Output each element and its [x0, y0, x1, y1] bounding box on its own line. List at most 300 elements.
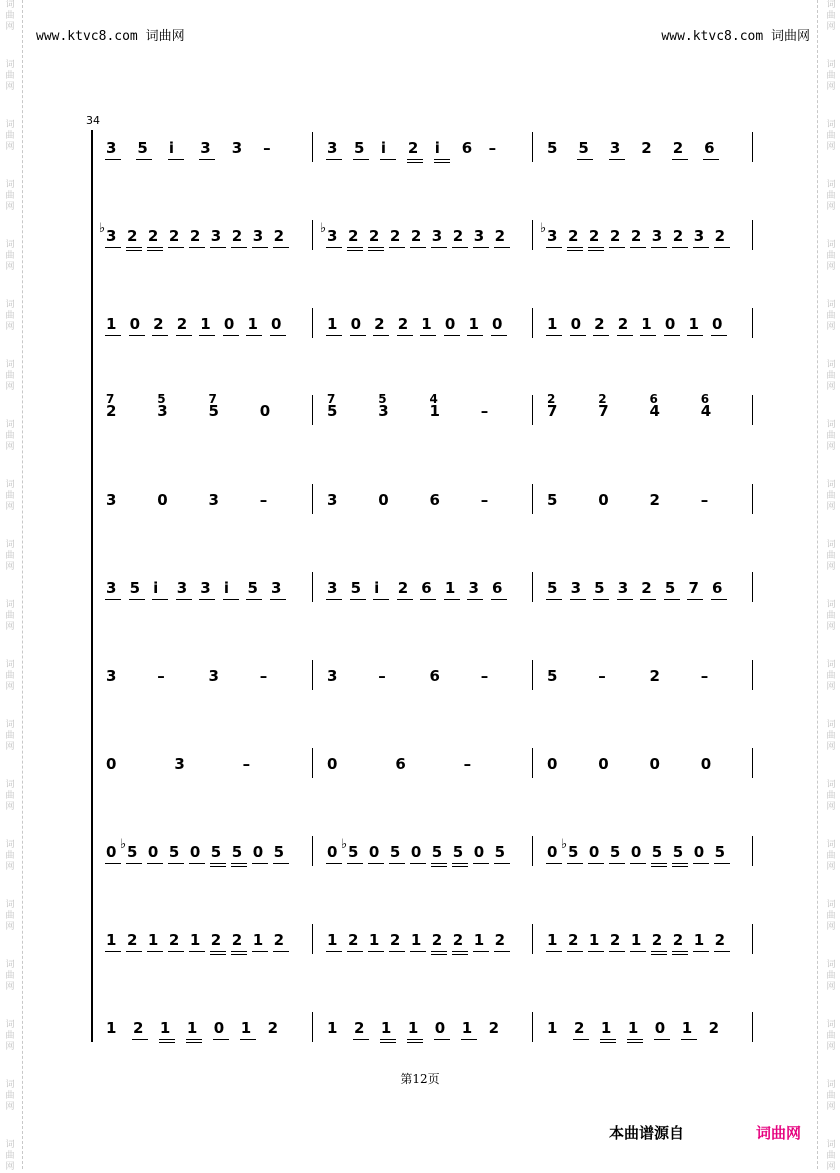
note: –	[157, 667, 165, 685]
note: 1	[106, 1019, 117, 1037]
note: 2	[649, 667, 660, 685]
note: 0	[598, 491, 609, 509]
watermark-text: 词 曲 网	[5, 720, 15, 752]
score-row	[90, 392, 770, 435]
note: 1	[547, 1019, 558, 1037]
note: 5	[353, 139, 365, 157]
underline-beam	[687, 599, 703, 600]
underline-beam	[491, 335, 507, 336]
underline-beam	[546, 247, 562, 248]
underline-beam	[714, 863, 730, 864]
note: 0	[654, 1019, 666, 1037]
note: 2	[567, 931, 579, 949]
underline-beam	[567, 247, 583, 248]
note: 0	[492, 315, 503, 333]
underline-beam	[617, 335, 633, 336]
note: 1	[159, 1019, 171, 1037]
note: 0	[129, 315, 140, 333]
note: 2	[708, 1019, 720, 1037]
note: 7 2	[547, 392, 558, 420]
underline-beam	[434, 159, 450, 160]
note: 1	[444, 579, 456, 597]
note: 1	[468, 315, 479, 333]
underline-beam	[350, 599, 366, 600]
underline-beam	[494, 863, 510, 864]
underline-beam	[672, 159, 688, 160]
score-row	[90, 836, 770, 876]
underline-beam	[609, 951, 625, 952]
underline-beam	[588, 247, 604, 248]
note: 3 5	[378, 392, 389, 420]
underline-beam	[213, 1039, 229, 1040]
underline-beam	[168, 247, 184, 248]
note: 4 6	[649, 392, 660, 420]
underline-beam	[152, 335, 168, 336]
note: 1	[588, 931, 600, 949]
note: 2	[210, 931, 222, 949]
note: –	[263, 139, 271, 157]
note: 1	[189, 931, 201, 949]
underline-beam	[467, 335, 483, 336]
underline-beam	[546, 335, 562, 336]
note: i	[434, 139, 440, 157]
underline-beam-double	[651, 954, 667, 955]
note: 1	[200, 315, 211, 333]
underline-beam	[664, 335, 680, 336]
underline-beam	[452, 951, 468, 952]
underline-beam	[210, 863, 226, 864]
score-row	[90, 660, 770, 700]
underline-beam	[546, 599, 562, 600]
note: 2 7	[106, 392, 117, 420]
flat-sign: ♭	[340, 837, 348, 852]
underline-beam	[617, 599, 633, 600]
underline-beam	[105, 335, 121, 336]
underline-beam	[129, 335, 145, 336]
underline-beam	[353, 159, 369, 160]
note: 3	[106, 491, 117, 509]
note: –	[598, 667, 606, 685]
note: 5	[389, 843, 401, 861]
note: 5	[609, 843, 621, 861]
underline-beam	[714, 951, 730, 952]
note: 6	[461, 139, 473, 157]
underline-beam	[410, 951, 426, 952]
underline-beam	[189, 247, 205, 248]
underline-beam	[588, 951, 604, 952]
underline-beam	[397, 599, 413, 600]
note: 0	[473, 843, 485, 861]
note: 0	[547, 843, 558, 861]
underline-beam	[651, 863, 667, 864]
site-url-right[interactable]: www.ktvc8.com 词曲网	[661, 29, 810, 44]
underline-beam	[147, 247, 163, 248]
underline-beam-double	[567, 250, 583, 251]
watermark-text: 词 曲 网	[5, 1080, 15, 1112]
underline-beam-double	[186, 1042, 202, 1043]
underline-beam	[246, 599, 262, 600]
underline-beam	[368, 951, 384, 952]
note: 0	[547, 755, 558, 773]
watermark-text: 词 曲 网	[5, 600, 15, 632]
watermark-text: 词 曲 网	[5, 780, 15, 812]
underline-beam	[199, 159, 215, 160]
underline-beam-double	[210, 866, 226, 867]
underline-beam	[176, 335, 192, 336]
underline-beam	[570, 335, 586, 336]
underline-beam	[491, 599, 507, 600]
note: 1	[693, 931, 705, 949]
note: 1	[327, 931, 338, 949]
underline-beam	[546, 863, 562, 864]
score-row	[90, 308, 770, 348]
underline-beam	[347, 863, 363, 864]
note: 1	[641, 315, 652, 333]
source-logo[interactable]: 词曲网	[756, 1124, 802, 1142]
underline-beam	[467, 599, 483, 600]
underline-beam	[431, 863, 447, 864]
note: 5 7	[327, 392, 338, 420]
note: –	[700, 667, 709, 685]
barline	[752, 220, 753, 250]
watermark-text: 词 曲 网	[826, 300, 836, 332]
note: 2	[672, 139, 684, 157]
note: 3	[609, 139, 621, 157]
underline-beam	[651, 247, 667, 248]
note: 0	[700, 755, 712, 773]
note: 5	[126, 843, 138, 861]
barline	[752, 308, 753, 338]
underline-beam	[600, 1039, 616, 1040]
underline-beam-double	[672, 954, 688, 955]
note: 1	[186, 1019, 198, 1037]
underline-beam-double	[231, 866, 247, 867]
note: 1	[327, 315, 338, 333]
note: 0	[712, 315, 723, 333]
underline-beam-double	[210, 954, 226, 955]
watermark-text: 词 曲 网	[826, 900, 836, 932]
note: 3	[651, 227, 663, 245]
note: 2	[452, 227, 464, 245]
note: 5	[547, 491, 558, 509]
note: 1	[630, 931, 642, 949]
page-number: 第12页	[400, 1072, 440, 1086]
underline-beam	[389, 247, 405, 248]
note: 2	[126, 227, 138, 245]
note: –	[480, 491, 489, 509]
right-watermark-column	[823, 0, 839, 1172]
note: i	[380, 139, 387, 157]
note: 2	[617, 315, 629, 333]
note: 5	[431, 843, 443, 861]
underline-beam	[630, 951, 646, 952]
note: 3	[231, 139, 243, 157]
underline-beam	[152, 599, 168, 600]
underline-beam	[389, 951, 405, 952]
note: –	[242, 755, 251, 773]
barline	[532, 395, 533, 425]
watermark-text: 词 曲 网	[826, 0, 836, 32]
note: 2	[573, 1019, 585, 1037]
note: 2	[588, 227, 600, 245]
underline-beam-double	[159, 1042, 175, 1043]
watermark-text: 词 曲 网	[5, 420, 15, 452]
underline-beam	[132, 1039, 148, 1040]
underline-beam	[711, 335, 727, 336]
note: 2	[609, 227, 621, 245]
note: 2	[168, 931, 180, 949]
underline-beam	[407, 159, 423, 160]
note: 1	[461, 1019, 473, 1037]
underline-beam	[326, 247, 342, 248]
underline-beam	[326, 863, 342, 864]
underline-beam-double	[126, 250, 142, 251]
note: 3	[271, 579, 282, 597]
flat-sign: ♭	[99, 221, 106, 236]
upper-note: 2	[598, 392, 607, 406]
note: 2	[494, 931, 506, 949]
note: 2	[641, 139, 652, 157]
underline-beam	[159, 1039, 175, 1040]
note: 2	[347, 931, 359, 949]
underline-beam	[326, 159, 342, 160]
underline-beam	[136, 159, 152, 160]
underline-beam	[687, 335, 703, 336]
note: 2	[649, 491, 660, 509]
note: 6	[492, 579, 503, 597]
note: 1	[627, 1019, 639, 1037]
underline-beam	[627, 1039, 643, 1040]
underline-beam	[223, 599, 239, 600]
flat-sign: ♭	[119, 837, 127, 852]
watermark-text: 词 曲 网	[5, 1140, 15, 1172]
watermark-text: 词 曲 网	[5, 1020, 15, 1052]
note: –	[480, 667, 489, 685]
note: i	[168, 139, 175, 157]
note: 1	[688, 315, 699, 333]
watermark-text: 词 曲 网	[5, 360, 15, 392]
note: 3	[208, 667, 219, 685]
underline-beam-double	[231, 954, 247, 955]
barline	[752, 484, 753, 514]
underline-beam	[567, 863, 583, 864]
note: 3	[210, 227, 222, 245]
underline-beam	[126, 951, 142, 952]
underline-beam	[270, 335, 286, 336]
underline-beam	[593, 599, 609, 600]
underline-beam	[473, 951, 489, 952]
note: 0	[252, 843, 264, 861]
note: 1	[380, 1019, 392, 1037]
upper-note: 4	[429, 392, 438, 406]
note: 7 2	[598, 392, 609, 420]
note: 3	[106, 139, 117, 157]
score-row	[90, 132, 770, 172]
note: 0	[570, 315, 581, 333]
note: 1	[247, 315, 258, 333]
underline-beam	[431, 247, 447, 248]
note: 1	[600, 1019, 612, 1037]
watermark-text: 词 曲 网	[826, 840, 836, 872]
note: 5	[672, 843, 684, 861]
barline	[312, 572, 313, 602]
barline	[532, 132, 533, 162]
underline-beam-double	[368, 250, 384, 251]
note: 0	[649, 755, 660, 773]
underline-beam	[420, 335, 436, 336]
underline-beam-double	[588, 250, 604, 251]
note: 2	[641, 579, 652, 597]
barline	[752, 1012, 753, 1042]
note: 3	[200, 139, 211, 157]
note: 0	[693, 843, 705, 861]
barline	[312, 395, 313, 425]
note: 1	[681, 1019, 693, 1037]
underline-beam	[126, 247, 142, 248]
underline-beam	[176, 599, 192, 600]
underline-beam	[350, 335, 366, 336]
underline-beam	[246, 335, 262, 336]
watermark-text: 词 曲 网	[5, 900, 15, 932]
note: 3	[570, 579, 581, 597]
note: 5	[664, 579, 676, 597]
note: 2	[410, 227, 422, 245]
note: 2	[452, 931, 464, 949]
note: 0	[259, 402, 271, 420]
upper-note: 5	[157, 392, 166, 406]
flat-sign: ♭	[560, 837, 568, 852]
note: 2	[389, 931, 401, 949]
underline-beam	[494, 951, 510, 952]
left-dashed-border	[22, 0, 23, 1169]
barline	[532, 572, 533, 602]
note: 3	[327, 491, 338, 509]
note: 1	[473, 931, 485, 949]
underline-beam	[105, 599, 121, 600]
note: 2	[567, 227, 579, 245]
barline	[752, 572, 753, 602]
underline-beam	[380, 1039, 396, 1040]
underline-beam	[681, 1039, 697, 1040]
note: 2	[609, 931, 621, 949]
note: 2	[231, 227, 243, 245]
upper-note: 7	[327, 392, 336, 406]
barline	[532, 748, 533, 778]
site-url-left[interactable]: www.ktvc8.com 词曲网	[36, 29, 185, 44]
note: 1 4	[429, 392, 440, 420]
underline-beam	[431, 951, 447, 952]
watermark-text: 词 曲 网	[5, 480, 15, 512]
underline-beam	[347, 247, 363, 248]
note: 3	[617, 579, 629, 597]
underline-beam	[397, 335, 413, 336]
watermark-text: 词 曲 网	[826, 960, 836, 992]
underline-beam	[210, 951, 226, 952]
barline	[312, 660, 313, 690]
underline-beam	[570, 599, 586, 600]
flat-sign: ♭	[320, 221, 327, 236]
note: –	[378, 667, 386, 685]
note: 1	[147, 931, 159, 949]
note: 5	[231, 843, 243, 861]
note: 2	[630, 227, 642, 245]
note: 6	[704, 139, 715, 157]
note: 2	[267, 1019, 279, 1037]
underline-beam	[640, 599, 656, 600]
barline	[532, 660, 533, 690]
note: i	[374, 579, 380, 597]
upper-note: 2	[547, 392, 556, 406]
underline-beam	[368, 247, 384, 248]
underline-beam	[186, 1039, 202, 1040]
underline-beam	[461, 1039, 477, 1040]
note: 1	[327, 1019, 338, 1037]
note: 0	[106, 755, 117, 773]
note: 3	[252, 227, 264, 245]
underline-beam	[326, 951, 342, 952]
note: 1	[368, 931, 380, 949]
note: 2	[389, 227, 401, 245]
score-row	[90, 484, 770, 524]
barline	[752, 924, 753, 954]
watermark-text: 词 曲 网	[5, 180, 15, 212]
note: –	[488, 139, 497, 157]
underline-beam	[199, 599, 215, 600]
note: 6	[429, 667, 440, 685]
note: 3	[106, 579, 117, 597]
underline-beam	[231, 247, 247, 248]
note: 3	[327, 139, 338, 157]
watermark-text: 词 曲 网	[826, 1140, 836, 1172]
underline-beam	[654, 1039, 670, 1040]
note: 2	[368, 227, 380, 245]
note: 3	[176, 579, 188, 597]
watermark-text: 词 曲 网	[826, 360, 836, 392]
underline-beam	[672, 247, 688, 248]
note: 0	[106, 843, 117, 861]
barline	[752, 395, 753, 425]
score-row	[90, 572, 770, 612]
note: 0	[598, 755, 609, 773]
underline-beam	[273, 863, 289, 864]
underline-beam	[105, 951, 121, 952]
upper-note: 5	[378, 392, 387, 406]
underline-beam	[347, 951, 363, 952]
note: 3	[468, 579, 479, 597]
watermark-text: 词 曲 网	[826, 420, 836, 452]
underline-beam	[609, 247, 625, 248]
underline-beam	[664, 599, 680, 600]
note: 2	[353, 1019, 365, 1037]
note: 1	[106, 315, 117, 333]
underline-beam	[588, 863, 604, 864]
note: 6	[421, 579, 432, 597]
watermark-text: 词 曲 网	[826, 480, 836, 512]
note: 3	[106, 227, 117, 245]
note: 1	[421, 315, 432, 333]
underline-beam	[473, 863, 489, 864]
barline	[752, 836, 753, 866]
underline-beam	[389, 863, 405, 864]
note: 0	[327, 755, 338, 773]
note: –	[480, 402, 489, 420]
note: 5	[452, 843, 464, 861]
note: 2	[494, 227, 506, 245]
underline-beam	[147, 863, 163, 864]
underline-beam	[105, 247, 121, 248]
note: 0	[630, 843, 642, 861]
note: 2	[714, 227, 726, 245]
